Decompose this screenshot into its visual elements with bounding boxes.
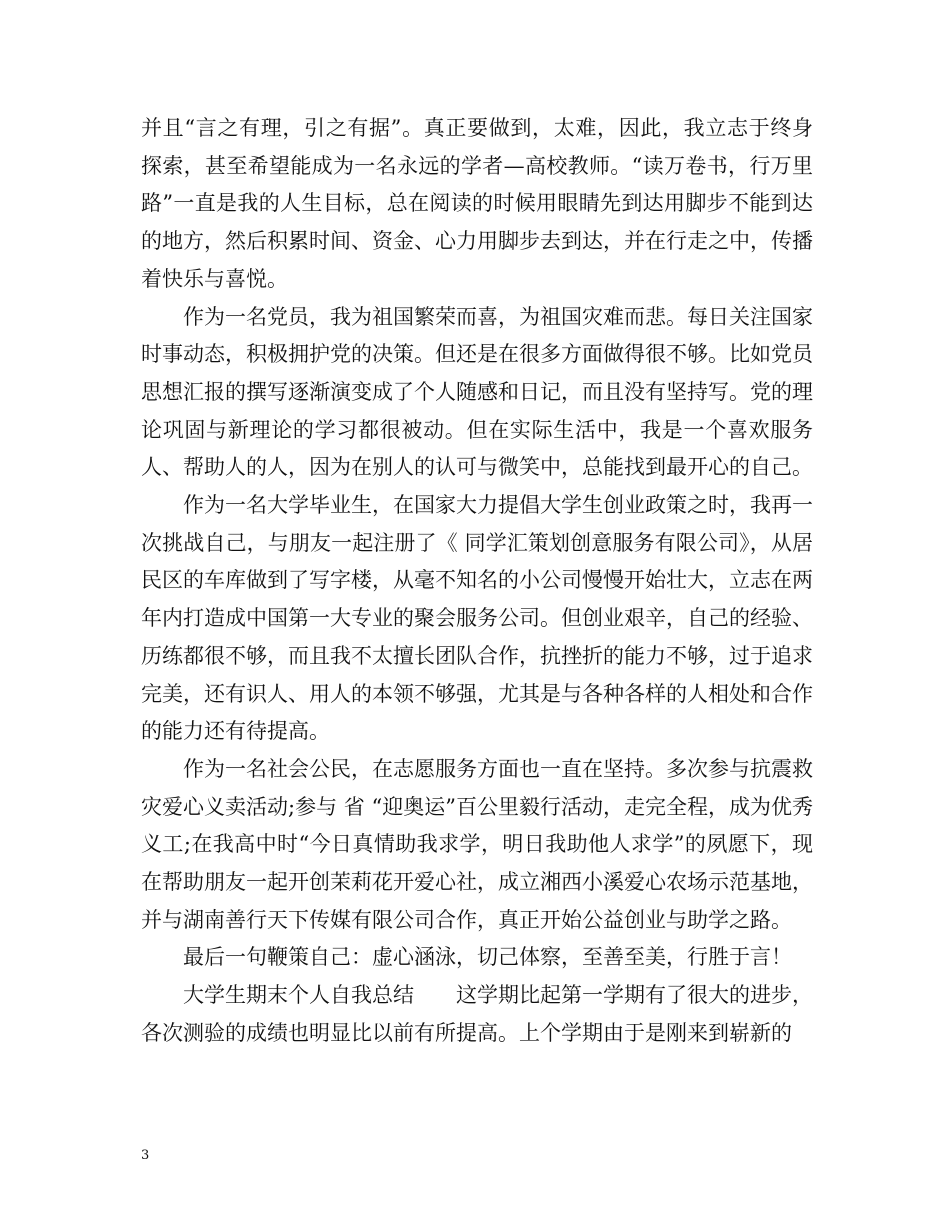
page-number: 3 — [141, 1148, 150, 1163]
paragraph-5: 最后一句鞭策自己：虚心涵泳，切己体察，至善至美，行胜于言！ — [183, 945, 792, 970]
paragraph-4: 作为一名社会公民，在志愿服务方面也一直在坚持。多次参与抗震救灾爱心义卖活动;参与 省 “迎奥运”百公里毅行活动，走完全程，成为优秀义工;在我高中时“今日真情助我求学，明日我助他人求学”的夙愿下，现在帮助朋友一起开创茉莉花开爱心社，成立湘西小溪爱心农场示范基地，并与湖南善行天下传媒有限公司合作，真正开始公益创业与助学之路。 — [141, 756, 813, 932]
paragraph-3: 作为一名大学毕业生，在国家大力提倡大学生创业政策之时，我再一次挑战自己，与朋友一起注册了《 同学汇策划创意服务有限公司》，从居民区的车库做到了写字楼，从毫不知名的小公司慢慢开始壮大，立志在两年内打造成中国第一大专业的聚会服务公司。但创业艰辛，自己的经验、历练都很不够，而且我不太擅长团队合作，抗挫折的能力不够，过于追求完美，还有识人、用人的本领不够强，尤其是与各种各样的人相处和合作的能力还有待提高。 — [141, 493, 813, 744]
paragraph-1: 并且“言之有理，引之有据”。真正要做到，太难，因此，我立志于终身探索，甚至希望能成为一名永远的学者—高校教师。“读万卷书，行万里路”一直是我的人生目标，总在阅读的时候用眼睛先到达用脚步不能到达的地方，然后积累时间、资金、心力用脚步去到达，并在行走之中，传播着快乐与喜悦。 — [141, 116, 813, 291]
paragraph-2: 作为一名党员，我为祖国繁荣而喜，为祖国灾难而悲。每日关注国家时事动态，积极拥护党的决策。但还是在很多方面做得很不够。比如党员思想汇报的撰写逐渐演变成了个人随感和日记，而且没有坚持写。党的理论巩固与新理论的学习都很被动。但在实际生活中，我是一个喜欢服务人、帮助人的人，因为在别人的认可与微笑中，总能找到最开心的自己。 — [141, 304, 813, 480]
document-body — [141, 110, 813, 1053]
paragraph-6: 大学生期末个人自我总结 这学期比起第一学期有了很大的进步，各次测验的成绩也明显比以前有所提高。上个学期由于是刚来到崭新的 — [141, 983, 813, 1045]
